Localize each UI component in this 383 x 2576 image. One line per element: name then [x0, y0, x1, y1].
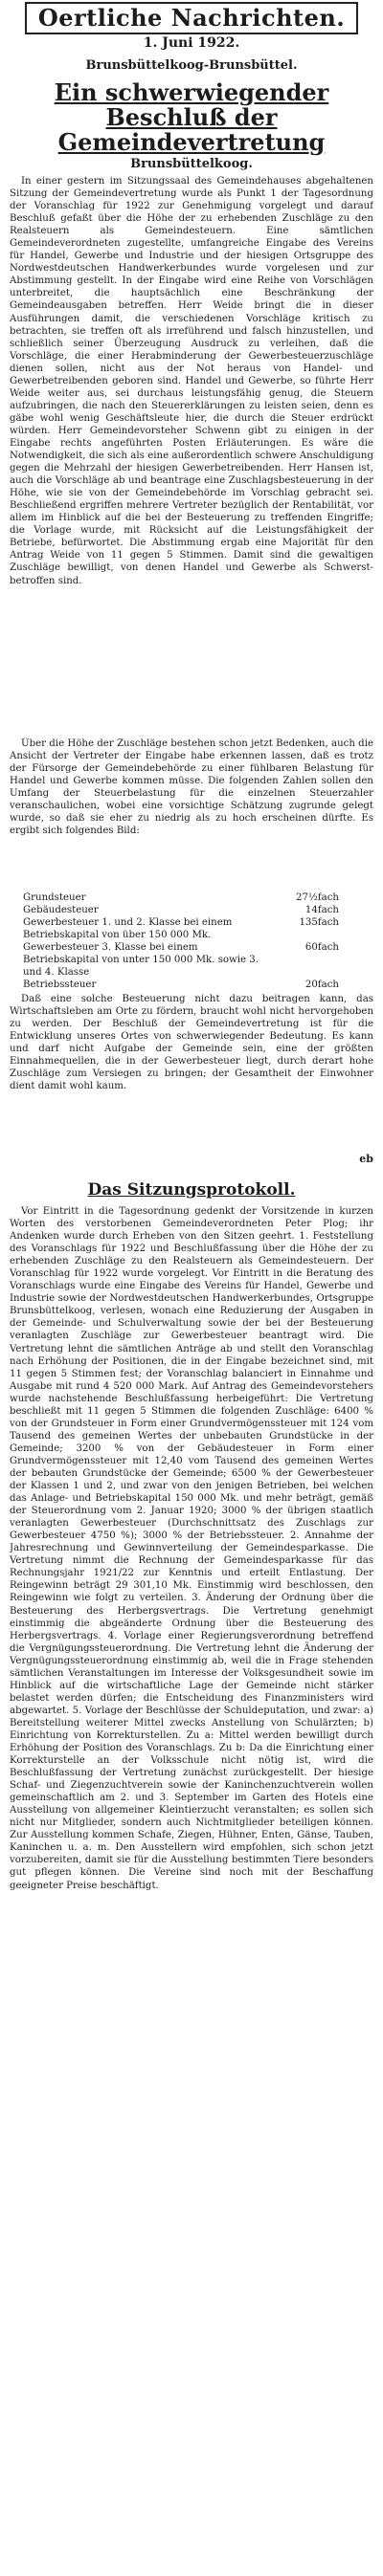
figure-label: Gewerbesteuer 1. und 2. Klasse bei einem Betriebskapital von über 150 000 Mk.: [23, 917, 233, 940]
article-paragraph: Daß eine solche Besteuerung nicht dazu beitragen kann, das Wirtschaftsleben am Orte zu fördern, braucht wohl nicht hervorgehoben zu werden. Der Beschluß der Gemeindevertretung ist für die Entwicklung unseres Ortes von schwerwiegender Bedeutung. Es kann und darf nicht Aufgabe der Gemeinde sein, eine der größten Einnahmequellen, die in der Gewerbesteuer liegt, durch derart hohe Zuschläge zum Versiegen zu bringen; der Gesamtheit der Einwohner dient damit wohl kaum.: [10, 994, 373, 1092]
figure-row: [23, 916, 339, 941]
figure-value: 20fach: [304, 980, 339, 990]
article-paragraph: Über die Höhe der Zuschläge bestehen schon jetzt Bedenken, auch die Ansicht der Vertreter der Eingabe habe erkennen lassen, daß es trotz der Fürsorge der Gemeindebehörde zu einer fühlbaren Belastung für Handel und Gewerbe kommen müsse. Die folgenden Zahlen sollen den Umfang der Steuerbelastung für die einzelnen Steuerzahler veranschaulichen, wobei eine vorsichtige Schätzung zugrunde gelegt wurde, so daß sie eher zu niedrig als zu hoch erscheinen dürfte. Es ergibt sich folgendes Bild:: [10, 738, 373, 837]
section-title: Oertliche Nachrichten.: [25, 2, 358, 34]
article-subline: Brunsbüttelkoog.: [130, 157, 253, 171]
figure-row: [23, 892, 339, 904]
figure-value: 14fach: [304, 905, 339, 915]
figure-row: [23, 979, 339, 991]
article-body-2: [10, 738, 373, 890]
protocol-paragraph: Vor Eintritt in die Tagesordnung gedenkt der Vorsitzende in kurzen Worten des verstorbenen Gemeindeverordneten Peter Plog; ihr Andenken wurde durch Erheben von den Sitzen geehrt. 1. Feststellung des Voranschlags für 1922 und Beschlußfassung über die Höhe der zu erhebenden Zuschläge zu den Realsteuern als Gemeindesteuern. Der Voranschlag für 1922 wurde vorgelegt. Vor Eintritt in die Beratung des Voranschlags wurde eine Eingabe des Vereins für Handel, Gewerbe und Industrie sowie der Nordwestdeutschen Handwerkerbundes, Ortsgruppe Brunsbüttelkoog, verlesen, wonach eine Reduzierung der Ausgaben in der Gemeinde- und Schulverwaltung sowie der bei der Besteuerung veranlagten Zuschläge zur Gewerbesteuer beantragt wird. Die Vertretung lehnt die sämtlichen Anträge ab und stellt den Voranschlag nach Erhöhung der Positionen, die in der Eingabe bezeichnet sind, mit 11 gegen 5 Stimmen fest; der Voranschlag balanciert in Einnahme und Ausgabe mit rund 4 520 000 Mark. Auf Antrag des Gemeindevorstehers wurde nachstehende Beschlußfassung herbeigeführt: Die Vertretung beschließt mit 11 gegen 5 Stimmen die folgenden Zuschläge: 6400 % von der Grundsteuer in Form einer Grundvermögenssteuer mit 124 vom Tausend des gemeinen Wertes der unbebauten Grundstücke in der Gemeinde; 3200 % von der Gebäudesteuer in Form einer Grundvermögenssteuer mit 12,40 vom Tausend des gemeinen Wertes der bebauten Grundstücke der Gemeinde; 6500 % der Gewerbesteuer der Klassen 1 und 2, und zwar von den jenigen Betrieben, bei welchen das Anlage- und Betriebskapital 150 000 Mk. und mehr beträgt, gemäß der Steuerordnung vom 2. Januar 1920; 3000 % der übrigen staatlich veranlagten Gewerbesteuer (Durchschnittsatz des Zuschlags zur Gewerbesteuer 4750 %); 3000 % der Betriebssteuer. 2. Annahme der Jahresrechnung und Gewinnverteilung der Gemeindesparkasse. Die Vertretung nimmt die Rechnung der Gemeindesparkasse für das Rechnungsjahr 1921/22 zur Kenntnis und erteilt Entlastung. Der Reingewinn beträgt 29 301,10 Mk. Einstimmig wird beschlossen, den Reingewinn wie folgt zu verteilen. 3. Änderung der Ordnung über die Besteuerung des Herbergsvertrags. Die Vertretung genehmigt einstimmig die abgeänderte Ordnung über die Besteuerung des Herbergsvertrags. 4. Vorlage einer Regierungsverordnung betreffend die Vergnügungssteuerordnung. Die Vertretung lehnt die Änderung der Vergnügungssteuerordnung einstimmig ab, weil die in Frage stehenden sämtlichen Veranstaltungen im Interesse der Volksgesundheit sowie im Hinblick auf die wirtschaftliche Lage der Gemeinde nicht stärker belastet werden dürfen; die Entscheidung des Finanzministers wird abgewartet. 5. Vorlage der Beschlüsse der Schuldeputation, und zwar: a) Bereitstellung weiterer Mittel zwecks Anstellung von Schulärzten; b) Einrichtung von Korrekturstellen. Zu a: Mittel werden bewilligt durch Erhöhung der Position des Voranschlags. Zu b: Da die Einrichtung einer Korrekturstelle an der Volksschule nicht nötig ist, wird die Beschlußfassung der Vertretung zunächst zurückgestellt. Der hiesige Schaf- und Ziegenzuchtverein sowie der Kaninchenzuchtverein wollen gemeinschaftlich am 2. und 3. September im Garten des Hotels eine Ausstellung von allgemeiner Kleintierzucht veranstalten; es sollen sich nicht nur Mitglieder, sondern auch Nichtmitglieder beteiligen können. Zur Ausstellung kommen Schafe, Ziegen, Hühner, Enten, Gänse, Tauben, Kaninchen u. a. m. Den Ausstellern wird empfohlen, sich schon jetzt vorzubereiten, damit sie für die Ausstellung bestimmten Tiere besonders gut pflegen können. Die Vereine sind noch mit der Beschaffung geeigneter Preise beschäftigt.: [10, 1206, 373, 1891]
protocol-heading: Das Sitzungsprotokoll.: [87, 1180, 296, 1200]
figure-label: Gewerbesteuer 3. Klasse bei einem Betriebskapital von unter 150 000 Mk. sowie 3. und 4. Klasse: [23, 942, 259, 978]
article-body-3: [10, 993, 373, 1152]
figure-value: 27½fach: [296, 892, 339, 903]
article-dateline: Brunsbüttelkoog-Brunsbüttel.: [85, 58, 298, 73]
figure-value: 60fach: [304, 942, 339, 953]
figure-row: [23, 941, 339, 979]
masthead: [10, 2, 373, 51]
tax-figures: [23, 892, 373, 991]
article-paragraph: In einer gestern im Sitzungssaal des Gemeindehauses abgehaltenen Sitzung der Gemeindevertretung wurde als Punkt 1 der Tagesordnung der Voranschlag für 1922 zur Genehmigung vorgelegt und darauf Beschluß gefaßt über die Höhe der zu erhebenden Zuschläge zu den Realsteuern als Gemeindesteuern. Eine sämtlichen Gemeindeverordneten zugestellte, umfangreiche Eingabe des Vereins für Handel, Gewerbe und Industrie und der hiesigen Ortsgruppe des Nordwestdeutschen Handwerkerbundes wurde vorgelesen und zur Abstimmung gestellt. In der Eingabe wird eine Reihe von Vorschlägen unterbreitet, die hauptsächlich eine Beschränkung der Gemeindeausgaben betreffen. Herr Weide bringt die in dieser Ausführungen damit, die verschiedenen Vorschläge kritisch zu betrachten, sie treffen oft als irreführend und falsch hinzustellen, und schließlich seiner Überzeugung Ausdruck zu verleihen, daß die Vorschläge, die einer Herabminderung der Gewerbesteuerzuschläge dienen sollen, nicht aus der Not heraus von Handel- und Gewerbetreibenden geboren sind. Handel und Gewerbe, so führte Herr Weide weiter aus, sei durchaus leistungsfähig genug, die Steuern aufzubringen, die nach den Steuererklärungen zu leisten seien, denn es gäbe wohl wenig Geschäftsleute hier, die durch die Steuer erdrückt würden. Herr Gemeindevorsteher Schwenn gibt zu einigen in der Eingabe rechts angeführten Posten Erläuterungen. Es wäre die Notwendigkeit, die sich als eine außerordentlich schwere Anschuldigung gegen die Mehrzahl der hiesigen Gewerbetreibenden. Herr Hansen ist, auch die Vorschläge ab und beantrage eine Zuschlagsbesteuerung in der Höhe, wie sie von der Gemeindebehörde im Vorschlag gebracht sei. Beschließend ergriffen mehrere Vertreter bezüglich der Rentabilität, vor allem im Hinblick auf die bei der Besteuerung zu treffenden Eingriffe; die Vorlage wurde, mit Rücksicht auf die Leistungsfähigkeit der Betriebe, befürwortet. Die Abstimmung ergab eine Majorität für den Antrag Weide von 11 gegen 5 Stimmen. Damit sind die gewaltigen Zuschläge bewilligt, von denen Handel und Gewerbe als Schwerst- betroffen sind.: [10, 176, 373, 586]
issue-date: 1. Juni 1922.: [143, 35, 240, 51]
article-body-1: [10, 175, 373, 736]
article-headline: Ein schwerwiegender Beschluß der Gemeindevertretung: [54, 78, 329, 156]
figure-label: Gebäudesteuer: [23, 905, 99, 915]
protocol-body: [10, 1205, 373, 2452]
figure-value: 135fach: [299, 917, 339, 928]
figure-label: Grundsteuer: [23, 892, 86, 903]
author-signature: eb: [359, 1153, 373, 1165]
figure-row: [23, 904, 339, 916]
figure-label: Betriebssteuer: [23, 980, 97, 990]
